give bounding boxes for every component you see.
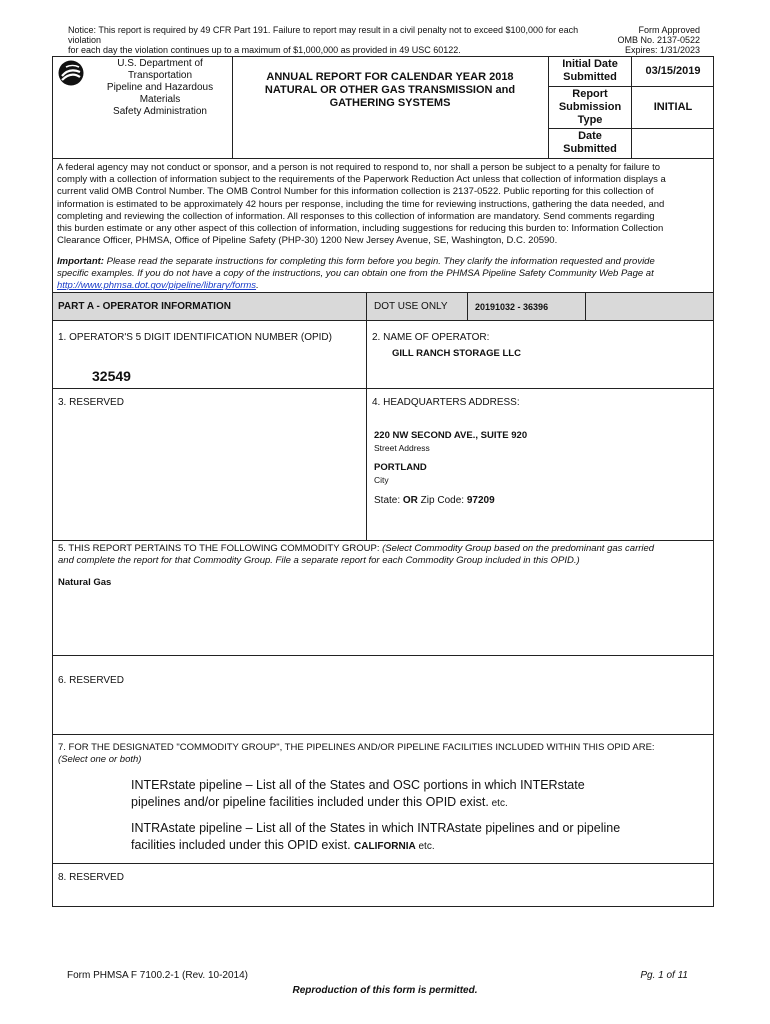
forms-link[interactable]: http://www.phmsa.dot.gov/pipeline/library/forms [57, 280, 257, 292]
hq-street-value[interactable]: 220 NW SECOND AVE., SUITE 920 [374, 430, 528, 441]
paperwork-statement [57, 162, 712, 247]
agency-line-3: Pipeline and Hazardous [106, 82, 214, 93]
report-title [234, 71, 546, 110]
page-number: Pg. 1 of 11 [640, 970, 688, 981]
date-submitted-label-2: Submitted [563, 143, 617, 155]
intrastate-etc: etc. [415, 841, 435, 852]
reserved-3-label: 3. RESERVED [58, 397, 124, 408]
reserved-6-label: 6. RESERVED [58, 675, 124, 686]
initial-date-label-1: Initial Date [562, 58, 618, 70]
important-note [57, 256, 712, 293]
agency-line-5: Safety Administration [113, 106, 207, 117]
agency-line-4: Materials [139, 94, 181, 105]
hq-street-label: Street Address [374, 443, 430, 453]
initial-date-label-2: Submitted [563, 71, 617, 83]
interstate-line-1: INTERstate pipeline – List all of the States and OSC portions in which INTERstate [131, 778, 585, 792]
opid-label: 1. OPERATOR'S 5 DIGIT IDENTIFICATION NUMBER (OPID) [58, 332, 332, 343]
commodity-label: 5. THIS REPORT PERTAINS TO THE FOLLOWING COMMODITY GROUP: [58, 543, 380, 554]
paperwork-line: comply with a collection of information subject to the requirements of the Paperwork Reduction Act unless that collection of information displays a [57, 174, 666, 186]
important-label: Important: [57, 256, 104, 267]
date-submitted-label [549, 130, 631, 156]
q7-instr: (Select one or both) [58, 754, 142, 765]
report-type-label-1: Report [572, 88, 608, 100]
intrastate-option[interactable] [131, 820, 691, 855]
part-a-header: PART A - OPERATOR INFORMATION [58, 301, 231, 312]
notice-line-1: Notice: This report is required by 49 CFR Part 191. Failure to report may result in a civil penalty not to exceed $100,000 for each violation [68, 25, 579, 45]
hq-address-label: 4. HEADQUARTERS ADDRESS: [372, 397, 520, 408]
hq-city-label: City [374, 475, 389, 485]
important-line-1: Please read the separate instructions for completing this form before you begin. They clarify the information requested and provide [103, 256, 655, 267]
initial-date-label [549, 58, 631, 84]
zip-label: Zip Code: [417, 495, 467, 506]
paperwork-line: this burden estimate or any other aspect of this collection of information, including suggestions for reducing this burden to: Information Collection [57, 223, 664, 235]
agency-line-2: Transportation [127, 70, 193, 81]
important-line-2: specific examples. If you do not have a copy of the instructions, you can obtain one from the PHMSA Pipeline Safety Community Web Page at [57, 268, 654, 280]
commodity-instr-1: (Select Commodity Group based on the predominant gas carried [379, 543, 655, 554]
initial-date-value: 03/15/2019 [645, 65, 701, 77]
interstate-etc: etc. [488, 798, 508, 809]
important-link-end: . [256, 280, 259, 292]
paperwork-line: information is estimated to be approximately 42 hours per response, including the time for reviewing instructions, gathering the data needed, and [57, 198, 665, 210]
reserved-8-label: 8. RESERVED [58, 872, 124, 883]
report-type-label [549, 88, 631, 127]
form-approved: Form Approved [638, 25, 700, 35]
commodity-group-question [58, 543, 708, 567]
dot-use-only-label: DOT USE ONLY [374, 301, 448, 312]
hq-city-value[interactable]: PORTLAND [374, 462, 427, 473]
state-label: State: [374, 495, 403, 506]
intrastate-line-1: INTRAstate pipeline – List all of the States in which INTRAstate pipelines and or pipeline [131, 821, 621, 835]
omb-info [600, 25, 700, 55]
report-type-label-2: Submission [558, 101, 622, 113]
intrastate-line-2: facilities included under this OPID exist. [131, 838, 355, 852]
report-type-value: INITIAL [653, 101, 693, 113]
paperwork-line: completing and reviewing the collection of information. All responses to this collection of information are mandatory. Send comments regarding [57, 210, 655, 222]
dot-logo [58, 60, 84, 86]
dot-use-only-value: 20191032 - 36396 [475, 302, 549, 312]
title-line-2: NATURAL OR OTHER GAS TRANSMISSION and [264, 84, 516, 96]
notice-text [68, 25, 608, 55]
commodity-instr-2: and complete the report for that Commodity Group. File a separate report for each Commodity Group included in this OPID.) [58, 555, 580, 566]
omb-number: OMB No. 2137-0522 [617, 35, 700, 45]
paperwork-line: Clearance Officer, PHMSA, Office of Pipeline Safety (PHP-30) 1200 New Jersey Avenue, SE, Washington, D.C. 20590. [57, 235, 558, 247]
opid-value[interactable]: 32549 [92, 368, 131, 384]
interstate-option[interactable] [131, 777, 691, 812]
paperwork-line: A federal agency may not conduct or sponsor, and a person is not required to respond to, nor shall a person be subject to a penalty for failure to [57, 162, 661, 173]
q7-label: 7. FOR THE DESIGNATED "COMMODITY GROUP", THE PIPELINES AND/OR PIPELINE FACILITIES INCLUDED WITHIN THIS OPID ARE: [58, 742, 655, 753]
pipeline-designation-question [58, 742, 708, 766]
date-submitted-label-1: Date [578, 130, 602, 142]
interstate-line-2: pipelines and/or pipeline facilities included under this OPID exist. [131, 795, 489, 809]
agency-line-1: U.S. Department of [117, 58, 203, 69]
commodity-value[interactable]: Natural Gas [58, 577, 112, 588]
reproduction-note: Reproduction of this form is permitted. [292, 985, 478, 996]
omb-expires: Expires: 1/31/2023 [624, 45, 700, 55]
report-type-label-3: Type [577, 114, 603, 126]
notice-line-2: for each day the violation continues up to a maximum of $1,000,000 as provided in 49 USC 60122. [68, 45, 461, 55]
title-line-1: ANNUAL REPORT FOR CALENDAR YEAR 2018 [266, 71, 514, 83]
state-value[interactable]: OR [402, 495, 418, 506]
agency-name [92, 58, 228, 118]
operator-name-label: 2. NAME OF OPERATOR: [372, 332, 490, 343]
intrastate-state-value[interactable]: CALIFORNIA [354, 841, 416, 852]
paperwork-line: current valid OMB Control Number. The OMB Control Number for this information collection is 2137-0522. Public reporting for this collection of [57, 186, 654, 198]
operator-name-value[interactable]: GILL RANCH STORAGE LLC [392, 348, 521, 359]
title-line-3: GATHERING SYSTEMS [329, 97, 451, 109]
form-number: Form PHMSA F 7100.2-1 (Rev. 10-2014) [67, 970, 248, 981]
zip-value[interactable]: 97209 [466, 495, 495, 506]
hq-state-zip [374, 495, 495, 507]
